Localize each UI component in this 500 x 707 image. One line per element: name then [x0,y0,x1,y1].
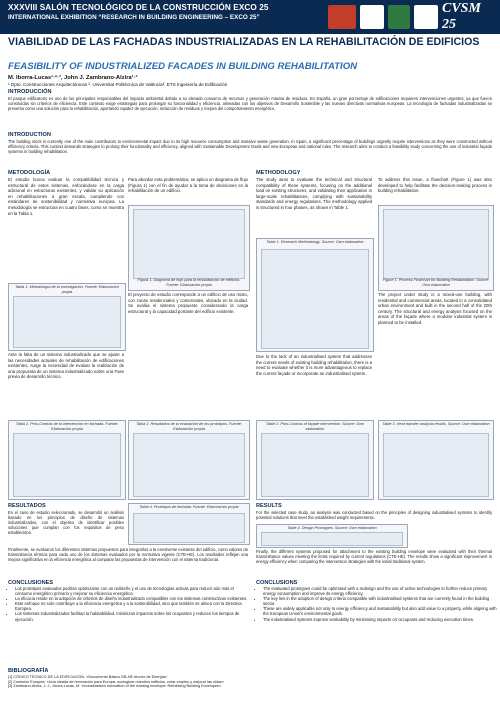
bibliography-list [8,675,492,689]
list-item: • Los prototipos evaluados podrían optimizarse con un rediseño y el uso de tecnologías activas para reducir aún más el consumo energético primario y mejorar su eficiencia energética. [15,586,251,596]
list-item: • The key lies in the adoption of design criteria compatible with industrialised systems that are currently found in the building sector. [263,596,499,606]
table2-box [8,420,126,500]
table2-caption-es: Tabla 2. Pros-Contras de la intervención en fachada. Fuente: Elaboración propia [15,422,119,431]
bib-item: [1] CÓDIGO TÉCNICO DE LA EDIFICACIÓN. «Documento Básico DB-HE Ahorro de Energía» [8,675,168,679]
table2-box-en [256,420,374,500]
table3-en-content [383,433,489,497]
table4-box-en [256,524,408,548]
bib-item: [2] Comisión Europea. «Una oleada de renovación para Europa: ecologizar nuestros edificios, crear empleo y mejorar las vidas» [8,679,224,684]
table2-caption-en: Table 2. Pros-Contras of façade intervention. Source: Own elaboration [265,422,365,431]
institute-logo-icon [388,5,410,29]
upv-logo-icon [328,5,356,29]
cvsm-logo: CVSM 25 [442,1,481,32]
table3-box [128,420,250,500]
heading-conclusions: CONCLUSIONS [256,580,298,586]
list-item: • The evaluated prototypes could be optimised with a redesign and the use of active technologies to further reduce primary energy consumption and improve its energy efficiency. [263,586,499,596]
method-en4-text: Due to the lack of an industrialised system that addresses the current needs of existing building rehabilitation, there is a need to evaluate whether it is more advantageous to replace the current façade or incorporate an industrialised system. [256,354,372,376]
list-item: • La eficacia reside en la adopción de criterios de diseño industrializado compatibles con los sistemas constructivos existentes. [15,596,251,601]
list-item: • The industrialised systems improve workability by minimising impacts on occupants and reducing execution times. [263,617,499,622]
title-english: FEASIBILITY OF INDUSTRIALIZED FACADES IN BUILDING REHABILITATION [8,61,358,72]
results-es-text: En el caso de estudio seleccionado, se desarrolló un análisis basado en los principios de diseño de sistemas industrializados, con el objetivo de identificar posibles soluciones que cumplan con los requisitos de peso establecidos. [8,510,124,536]
table1-box-en [256,238,374,352]
list-item: • Los sistemas industrializados facilitan la habitabilidad, minimizan impactos sobre los ocupantes y reducen los tiempos de ejecución. [15,611,251,621]
figure1-caption-es: Figura 1. Diagrama de flujo para la rehabilitación de edificios. Fuente: Elaboración propia [137,278,241,287]
conference-title: XXXVIII SALÓN TECNOLÓGICO DE LA CONSTRUCCIÓN EXCO 25 [8,3,269,12]
authors: M. Iborra-Lucas¹·²·³, John J. Zambrano-Alzira¹·³ [8,75,138,81]
table4-caption-es: Tabla 4. Prototipos de fachada. Fuente: Elaboración propia [139,505,239,509]
figure1-box-es [128,205,250,291]
table1-caption-en: Table 1. Research Methodology. Source: Own elaboration [266,240,364,244]
heading-bibliografia: BIBLIOGRAFÍA [8,668,49,674]
poster-header [0,0,500,34]
method-en2-text: To address this issue, a flowchart (Figure 1) was also developed to help facilitate the decision-making process in building rehabilitation. [378,177,492,194]
heading-results: RESULTS [256,503,282,509]
figure1-box-en [378,205,494,291]
list-item: • These are widely applicable not only to energy efficiency and sustainability but also add value to a property, while aligning with the European Union's environmental goals. [263,606,499,616]
conclusions-list [256,586,499,622]
flowchart-es-content [133,209,245,279]
table4-box-es [128,503,250,545]
sponsor-logos [328,1,494,32]
heading-introduction: INTRODUCTION [8,132,51,138]
list-item: • Este enfoque no solo contribuye a la eficiencia energética y a la sostenibilidad, sino que también se alinea con la Directiva Europea. [15,601,251,611]
metodo-es3-text: Para abordar esta problemática, se aplica un diagrama de flujo (Figura 1) con el fin de ayudar a la toma de decisiones en la rehabilitación de un edificio. [128,177,248,194]
results-es2-text: Finalmente, se evaluaron los diferentes sistemas propuestos para integrarlos a la envolvente existente del edificio, como valores de transmitancia térmica para cada uno de los sistemas evaluados por la normativa vigente (CTE-HE). Los resultados reflejan una mejora significativa en la eficiencia energética al comparar las propuestas de intervención con el sistema tradicional. [8,547,248,563]
university-crest-icon [414,5,438,29]
table4-en-content [261,532,403,546]
table3-content [133,433,245,497]
flowchart-en-content [383,209,489,279]
heading-introduccion: INTRODUCCIÓN [8,89,52,95]
heading-conclusiones: CONCLUSIONES [8,580,54,586]
method-en-text: The study aims to evaluate the technical and structural compatibility of these systems, focusing on the additional load on existing structures, and validating their application in large-scale rehabilitations, complying with sustainability standards and energy regulations. The methodology applied is structured in four phases, as shown in Table 1. [256,177,372,210]
table3-box-en [378,420,494,500]
results-en-text: For the selected case study, an analysis was conducted based on the principles of designing industrialised systems to identify potential solutions that meet the established weight requirements. [256,510,492,521]
metodo-es4-text: El proyecto de estudio corresponde a un edificio de uso mixto, con zonas residenciales y comerciales, ubicado en la ciudad. Se evalúa el sistema propuesto considerando la carga estructural y la capacidad portante del edificio existente. [128,292,248,314]
results-en2-text: Finally, the different systems proposed for attachment to the existing building envelope were evaluated with their thermal transmittance values meeting the limits required by current regulations (CTE-HE). The results show a significant improvement in energy efficiency when comparing the intervention strategies with the initial traditional system. [256,549,492,565]
heading-metodologia: METODOLOGÍA [8,170,51,176]
figure1-caption-en: Figure 1. Process Flowchart for Building Rehabilitation. Source: Own elaboration [382,278,490,287]
table4-caption-en: Table 4. Design Prototypes. Source: Own elaboration [287,526,377,530]
heading-resultados: RESULTADOS [8,503,46,509]
heading-methodology: METHODOLOGY [256,170,301,176]
table1-en-content [261,249,369,349]
table2-content [13,433,121,497]
metodo-es2-text: Ante la falta de un sistema industrializado que se ajuste a las necesidades actuales de rehabilitación de edificaciones existentes, surge la necesidad de evaluar la realización de una propuesta de un sistema industrializado sobre una Fase previa de desarrollo técnico. [8,352,124,380]
table3-caption-en: Table 3. Heat transfer analysis results. Source: Own elaboration [382,422,490,426]
intro-es-text: El parque edificatorio es uno de los principales responsables del impacto ambiental debido a su elevado consumo de recursos y generación masiva de residuos. En España, un gran porcentaje de edificaciones requieren intervenciones urgentes, ya que fueron construidas sin criterios de eficiencia. Este contexto exige estrategias para prolongar su funcionalidad y eficiencia, alineadas con los objetivos de Desarrollo Sostenible y las nuevas directivas normativas europeas. La tecnología de fachadas industrializadas se presenta como una solución para la rehabilitación, aportando rapidez de ejecución, reducción de residuos y mejora del comportamiento energético. [8,96,492,112]
table2-en-content [261,433,369,497]
table3-caption-es: Tabla 3. Resultados de la evaluación de los prototipos. Fuente: Elaboración propia [136,422,242,431]
intro-en-text: The building stock is currently one of the main contributors to environmental impact due to its high resource consumption and massive waste generation. In Spain, a significant percentage of buildings urgently require interventions as they were constructed without efficiency criteria. This context demands strategies to prolong their functionality and efficiency, aligned with Sustainable Development Goals and new European and national rules. The research aims to conduct a feasibility study concerning the use of industrial façade systems in building rehabilitation. [8,139,492,155]
method-en3-text: The project under study is a mixed-use building, with residential and commercial areas, located in a consolidated urban environment and built in the second half of the 20th century. The structural and energy analysis focused on the areas of the façade where a modular industrial system is planned to be installed. [378,292,492,325]
table1-content [13,296,121,348]
conclusiones-list [8,586,251,622]
title-spanish: VIABILIDAD DE LAS FACHADAS INDUSTRIALIZADAS EN LA REHABILITACIÓN DE EDIFICIOS [8,36,480,48]
etsie-logo-icon [360,5,384,29]
table4-es-content [133,513,245,543]
table1-box [8,283,126,351]
metodo-es-text: El estudio busca evaluar la compatibilidad técnica y estructural de estos sistemas, enfocándose en la carga adicional en estructuras existentes, y validar su aplicación en rehabilitaciones a gran escala, cumpliendo con estándares de sostenibilidad y normativa europea. La metodología se estructura en cuatro fases, como se muestra en la Tabla 1. [8,177,124,216]
exhibition-title: INTERNATIONAL EXHIBITION “RESEARCH IN BUILDING ENGINEERING – EXCO 25” [8,14,260,21]
bib-item: [3] Zambrano-Alzira, J. J., Iborra-Lucas, M. «Industrialised renovation of the existing envelope: Rethinking Building Envelopes» [8,684,221,689]
table1-caption-es: Tabla 1. Metodología de la investigación. Fuente: Elaboración propia [15,285,119,294]
affiliations: ¹ Dpto. Construcciones Arquitectónicas ². Universitat Politècnica de València³. ETS Ingeniería de Edificación [8,82,228,87]
